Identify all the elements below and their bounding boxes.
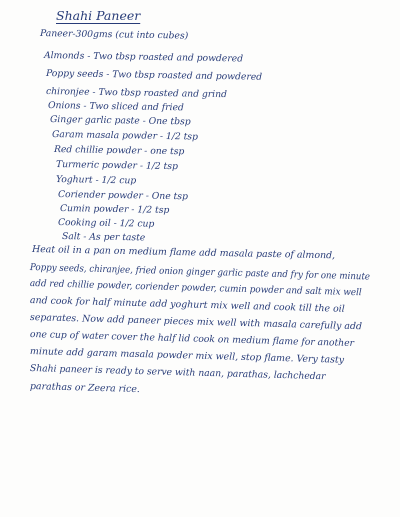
method-line: minute add garam masala powder mix well, stop flame. Very tasty bbox=[29, 346, 345, 366]
ingredient-salt: Salt - As per taste bbox=[61, 231, 146, 244]
method-line: one cup of water cover the half lid cook on medium flame for another bbox=[29, 329, 355, 350]
ingredient-paneer: Paneer-300gms (cut into cubes) bbox=[39, 28, 189, 42]
ingredient-red-chillie: Red chillie powder - one tsp bbox=[53, 144, 185, 158]
ingredient-cooking-oil: Cooking oil - 1/2 cup bbox=[57, 217, 155, 230]
method-line: separates. Now add paneer pieces mix well with masala carefully add bbox=[29, 312, 363, 333]
ingredient-chironjee: chironjee - Two tbsp roasted and grind bbox=[45, 86, 228, 101]
ingredient-almonds: Almonds - Two tbsp roasted and powdered bbox=[43, 50, 244, 65]
ingredient-poppy-seeds: Poppy seeds - Two tbsp roasted and powdered bbox=[45, 68, 263, 83]
method-line: add red chillie powder, coriender powder, cumin powder and salt mix well bbox=[29, 278, 362, 299]
ingredient-garam-masala: Garam masala powder - 1/2 tsp bbox=[51, 129, 199, 143]
ingredient-cumin: Cumin powder - 1/2 tsp bbox=[59, 203, 170, 216]
ingredient-ginger-garlic-paste: Ginger garlic paste - One tbsp bbox=[49, 114, 191, 128]
ingredient-turmeric: Turmeric powder - 1/2 tsp bbox=[55, 159, 178, 173]
ingredient-onions: Onions - Two sliced and fried bbox=[47, 100, 184, 114]
method-line: and cook for half minute add yoghurt mix well and cook till the oil bbox=[29, 295, 345, 315]
recipe-title: Shahi Paneer bbox=[56, 8, 141, 23]
method-line: Poppy seeds, chiranjee, fried onion ginger garlic paste and fry for one minute bbox=[29, 262, 371, 283]
method-line: Heat oil in a pan on medium flame add masala paste of almond, bbox=[31, 244, 336, 262]
ingredient-yoghurt: Yoghurt - 1/2 cup bbox=[55, 174, 137, 187]
ingredient-coriender: Coriender powder - One tsp bbox=[57, 189, 188, 203]
method-line: parathas or Zeera rice. bbox=[29, 381, 140, 396]
method-line: Shahi paneer is ready to serve with naan, parathas, lachchedar bbox=[29, 363, 326, 383]
